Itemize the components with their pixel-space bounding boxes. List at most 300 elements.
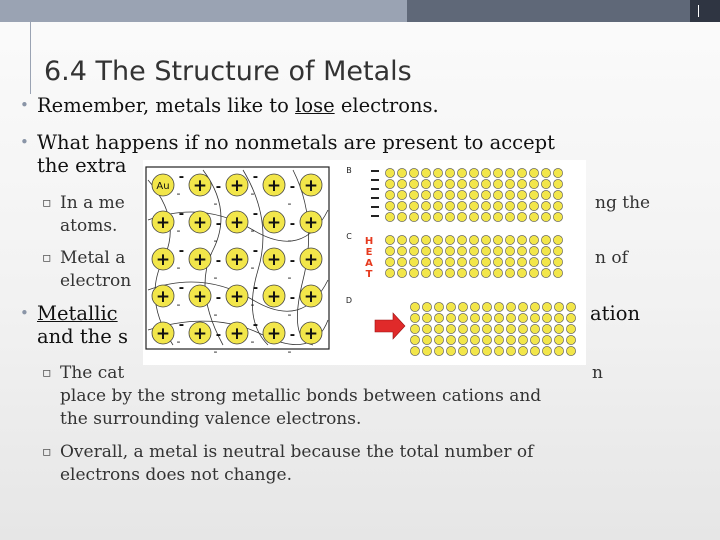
atom-dot <box>553 212 562 221</box>
atom-dot <box>529 235 538 244</box>
atom-dot <box>542 302 551 311</box>
atom-dot <box>541 257 550 266</box>
atom-dot <box>409 235 418 244</box>
cation-charge-label: + <box>266 250 282 270</box>
atom-dot <box>541 268 550 277</box>
atom-dot <box>505 268 514 277</box>
atom-dot <box>410 302 419 311</box>
atom-dot <box>506 302 515 311</box>
atom-dot <box>553 235 562 244</box>
sub-bullet-line: Overall, a metal is neutral because the total number of <box>60 442 534 462</box>
atom-dot <box>421 268 430 277</box>
bullet-lose-electrons <box>20 94 439 117</box>
sub-bullet-line: The cat <box>60 363 125 383</box>
atom-dot <box>445 235 454 244</box>
atom-dot <box>505 201 514 210</box>
atom-dot <box>541 246 550 255</box>
atom-dot <box>421 257 430 266</box>
atom-dot <box>457 235 466 244</box>
electron-mark: - <box>252 244 259 259</box>
atom-dot <box>493 212 502 221</box>
atom-dot <box>409 179 418 188</box>
sub-bullet-line: In a me <box>60 193 125 213</box>
atom-dot <box>433 201 442 210</box>
atom-dot <box>541 212 550 221</box>
atom-dot <box>457 201 466 210</box>
atom-dot <box>445 168 454 177</box>
atom-dot <box>446 324 455 333</box>
atom-dot <box>433 168 442 177</box>
atom-dot <box>446 346 455 355</box>
atom-dot <box>493 168 502 177</box>
atom-dot <box>410 313 419 322</box>
sub-bullet-line: electron <box>60 271 132 291</box>
cation-charge-label: + <box>192 324 208 344</box>
sub-bullet-line: Metal a <box>60 248 126 268</box>
electron-mark: - <box>252 170 259 185</box>
electron-mark: - <box>178 170 185 185</box>
cation-charge-label: + <box>155 250 171 270</box>
atom-dot <box>541 190 550 199</box>
atom-dot <box>554 302 563 311</box>
electron-mark: - <box>287 308 292 321</box>
electron-mark: - <box>215 254 222 269</box>
atom-dot <box>470 335 479 344</box>
atom-dot <box>542 324 551 333</box>
atom-dot <box>410 335 419 344</box>
atom-dot <box>553 257 562 266</box>
dash-mark <box>371 188 379 190</box>
cation-charge-label: + <box>192 176 208 196</box>
cation-charge-label: + <box>192 213 208 233</box>
atom-dot <box>554 324 563 333</box>
atom-dot <box>470 346 479 355</box>
atom-dot <box>517 268 526 277</box>
atom-dot <box>506 346 515 355</box>
atom-dot <box>505 257 514 266</box>
panel-label-d: D <box>345 296 353 305</box>
electron-mark: - <box>213 308 218 321</box>
sub-bullet-marker-icon: ▫ <box>42 365 52 381</box>
electron-mark: - <box>252 281 259 296</box>
atom-dot <box>422 335 431 344</box>
bullet-underlined-word: lose <box>295 94 335 117</box>
electron-mark: - <box>250 335 255 348</box>
atom-dot <box>385 168 394 177</box>
atom-dot <box>458 324 467 333</box>
atom-dot <box>421 168 430 177</box>
atom-dot <box>397 179 406 188</box>
sub-bullet <box>42 192 125 238</box>
atom-dot <box>445 257 454 266</box>
atom-dot <box>457 268 466 277</box>
electron-mark: - <box>213 234 218 247</box>
atom-dot <box>469 268 478 277</box>
atom-dot <box>445 246 454 255</box>
atom-dot <box>434 313 443 322</box>
atom-dot <box>505 168 514 177</box>
atom-dot <box>457 257 466 266</box>
electron-mark: - <box>178 281 185 296</box>
atom-dot <box>530 346 539 355</box>
atom-dot <box>469 212 478 221</box>
atom-dot <box>553 268 562 277</box>
sub-bullet-right-fragment: n of <box>595 248 628 268</box>
atom-dot <box>553 168 562 177</box>
atom-dot <box>566 346 575 355</box>
atom-dot <box>421 201 430 210</box>
atom-dot <box>530 302 539 311</box>
atom-dot <box>434 324 443 333</box>
metal-lattice-diagram <box>143 160 586 365</box>
electron-mark: - <box>287 271 292 284</box>
cation-charge-label: + <box>266 213 282 233</box>
electron-mark: - <box>287 234 292 247</box>
atom-dot <box>457 179 466 188</box>
lattice-symbol-label: Au <box>156 181 170 192</box>
atom-dot <box>505 179 514 188</box>
atom-dot <box>409 246 418 255</box>
atom-dot <box>517 235 526 244</box>
electron-mark: - <box>287 345 292 358</box>
sub-bullet <box>42 441 534 487</box>
atom-dot <box>445 190 454 199</box>
cation-charge-label: + <box>266 287 282 307</box>
atom-dot <box>529 246 538 255</box>
electron-mark: - <box>176 224 181 237</box>
cation-charge-label: + <box>229 213 245 233</box>
electron-mark: - <box>287 197 292 210</box>
atom-dot <box>470 324 479 333</box>
atom-dot <box>457 190 466 199</box>
bullet-line: What happens if no nonmetals are present to accept <box>37 131 555 154</box>
atom-dot <box>505 235 514 244</box>
atom-dot <box>385 190 394 199</box>
atom-dot <box>421 246 430 255</box>
atom-dot <box>529 168 538 177</box>
sub-bullet-line: place by the strong metallic bonds between cations and <box>60 386 542 406</box>
sub-bullet-marker-icon: ▫ <box>42 444 52 460</box>
atom-dot <box>517 168 526 177</box>
cation-charge-label: + <box>266 176 282 196</box>
atom-dot <box>409 168 418 177</box>
atom-dot <box>397 257 406 266</box>
title-accent-rule <box>30 22 31 94</box>
atom-dot <box>529 201 538 210</box>
atom-dot <box>493 190 502 199</box>
atom-dot <box>493 201 502 210</box>
atom-dot <box>397 246 406 255</box>
bullet-underlined-term: Metallic <box>37 302 118 325</box>
atom-dot <box>482 335 491 344</box>
sub-bullet-right-fragment: n <box>592 363 603 383</box>
atom-dot <box>505 246 514 255</box>
heat-letter: H <box>364 236 374 247</box>
atom-dot <box>517 212 526 221</box>
atom-dot <box>518 335 527 344</box>
atom-dot <box>481 235 490 244</box>
atom-dot <box>421 235 430 244</box>
atom-dot <box>517 190 526 199</box>
sub-bullet-right-fragment: ng the <box>595 193 651 213</box>
atom-dot <box>518 346 527 355</box>
atom-dot <box>493 179 502 188</box>
electron-mark: - <box>176 335 181 348</box>
electron-mark: - <box>289 180 296 195</box>
atom-dot <box>518 313 527 322</box>
dash-mark <box>371 197 379 199</box>
atom-dot <box>541 201 550 210</box>
atom-dot <box>517 201 526 210</box>
atom-dot <box>458 346 467 355</box>
cation-charge-label: + <box>303 176 319 196</box>
atom-dot <box>410 346 419 355</box>
atom-dot <box>385 201 394 210</box>
electron-mark: - <box>289 328 296 343</box>
atom-dot <box>385 268 394 277</box>
electron-mark: - <box>252 207 259 222</box>
atom-dot <box>397 235 406 244</box>
bar-tick <box>698 5 699 17</box>
atom-dot <box>469 257 478 266</box>
atom-dot <box>517 179 526 188</box>
atom-dot <box>445 268 454 277</box>
atom-dot <box>518 324 527 333</box>
atom-dot <box>434 335 443 344</box>
atom-dot <box>397 190 406 199</box>
atom-dot <box>529 212 538 221</box>
atom-dot <box>397 212 406 221</box>
atom-dot <box>469 168 478 177</box>
cation-charge-label: + <box>266 324 282 344</box>
electron-mark: - <box>178 244 185 259</box>
atom-dot <box>529 268 538 277</box>
cation-charge-label: + <box>192 287 208 307</box>
electron-mark: - <box>178 207 185 222</box>
electron-mark: - <box>215 217 222 232</box>
atom-dot <box>397 268 406 277</box>
bullet-line: and the s <box>37 325 129 348</box>
atom-dot <box>506 335 515 344</box>
atom-dot <box>482 324 491 333</box>
atom-dot <box>409 190 418 199</box>
cation-charge-label: + <box>303 250 319 270</box>
atom-dot <box>553 246 562 255</box>
atom-dot <box>482 313 491 322</box>
atom-dot <box>433 246 442 255</box>
atom-dot <box>385 235 394 244</box>
atom-dot <box>554 313 563 322</box>
atom-dot <box>469 179 478 188</box>
dash-mark <box>371 170 379 172</box>
atom-dot <box>566 335 575 344</box>
electron-mark: - <box>213 197 218 210</box>
atom-dot <box>554 335 563 344</box>
atom-dot <box>530 324 539 333</box>
electron-mark: - <box>176 187 181 200</box>
atom-dot <box>517 257 526 266</box>
header-bar-darkest <box>690 0 720 22</box>
atom-dot <box>481 212 490 221</box>
electron-mark: - <box>176 261 181 274</box>
header-bar-light <box>0 0 407 22</box>
sub-bullet-line: the surrounding valence electrons. <box>60 409 362 429</box>
atom-dot <box>553 179 562 188</box>
electron-mark: - <box>250 261 255 274</box>
atom-dot <box>505 212 514 221</box>
atom-dot <box>506 324 515 333</box>
atom-dot <box>494 313 503 322</box>
atom-dot <box>409 212 418 221</box>
electron-mark: - <box>215 180 222 195</box>
slide-title: 6.4 The Structure of Metals <box>44 56 412 87</box>
atom-dot <box>433 179 442 188</box>
atom-dot <box>385 257 394 266</box>
cation-charge-label: + <box>229 250 245 270</box>
bullet-dot-icon: • <box>20 304 29 322</box>
atom-dot <box>434 346 443 355</box>
sub-bullet <box>42 362 542 431</box>
cation-charge-label: + <box>303 324 319 344</box>
atom-dot <box>529 179 538 188</box>
atom-dot <box>385 246 394 255</box>
atom-dot <box>433 268 442 277</box>
atom-dot <box>469 246 478 255</box>
atom-dot <box>481 201 490 210</box>
bullet-right-fragment: ation <box>590 302 640 325</box>
cation-charge-label: + <box>155 213 171 233</box>
atom-dot <box>493 268 502 277</box>
atom-dot <box>446 302 455 311</box>
atom-dot <box>458 335 467 344</box>
atom-dot <box>434 302 443 311</box>
atom-dot <box>470 313 479 322</box>
atom-dot <box>518 302 527 311</box>
atom-dot <box>494 335 503 344</box>
cation-charge-label: + <box>303 287 319 307</box>
atom-dot <box>433 190 442 199</box>
atom-dot <box>469 201 478 210</box>
cation-charge-label: + <box>229 176 245 196</box>
electron-mark: - <box>252 318 259 333</box>
cation-charge-label: + <box>155 287 171 307</box>
atom-dot <box>409 201 418 210</box>
electron-mark: - <box>289 291 296 306</box>
panel-label-b: B <box>346 166 352 175</box>
electron-mark: - <box>289 217 296 232</box>
electron-mark: - <box>250 224 255 237</box>
heat-letter: E <box>365 247 373 258</box>
atom-dot <box>409 257 418 266</box>
atom-dot <box>482 302 491 311</box>
atom-dot <box>529 257 538 266</box>
atom-dot <box>397 168 406 177</box>
atom-dot <box>517 246 526 255</box>
dash-mark <box>371 179 379 181</box>
atom-dot <box>553 201 562 210</box>
sub-bullet-marker-icon: ▫ <box>42 250 52 266</box>
atom-dot <box>481 168 490 177</box>
cation-lattice <box>146 167 329 358</box>
atom-dot <box>422 346 431 355</box>
atom-dot <box>494 346 503 355</box>
atom-dot <box>481 268 490 277</box>
atom-dot <box>493 246 502 255</box>
atom-dot <box>542 346 551 355</box>
atom-dot <box>445 179 454 188</box>
atom-dot <box>422 302 431 311</box>
sub-bullet-line: atoms. <box>60 216 118 236</box>
dash-mark <box>371 215 379 217</box>
atom-dot <box>481 257 490 266</box>
sub-bullet-line: electrons does not change. <box>60 465 292 485</box>
bullet-text: Remember, metals like to <box>37 94 296 117</box>
atom-dot <box>505 190 514 199</box>
atom-dot <box>397 201 406 210</box>
atom-dot <box>541 168 550 177</box>
atom-dot <box>409 268 418 277</box>
atom-dot <box>566 313 575 322</box>
atom-dot <box>493 235 502 244</box>
atom-dot <box>541 235 550 244</box>
panel-label-c: C <box>346 232 352 241</box>
atom-dot <box>470 302 479 311</box>
cation-charge-label: + <box>303 213 319 233</box>
electron-mark: - <box>213 345 218 358</box>
sub-bullet-marker-icon: ▫ <box>42 195 52 211</box>
cation-charge-label: + <box>192 250 208 270</box>
atom-dot <box>433 257 442 266</box>
cation-charge-label: + <box>155 324 171 344</box>
atom-dot <box>541 179 550 188</box>
heat-letter: T <box>365 269 373 280</box>
atom-dot <box>433 212 442 221</box>
bullet-line: the extra <box>37 154 127 177</box>
atom-dot <box>421 190 430 199</box>
electron-mark: - <box>215 291 222 306</box>
atom-dot <box>530 313 539 322</box>
atom-dot <box>458 302 467 311</box>
atom-dot <box>554 346 563 355</box>
atom-dot <box>385 179 394 188</box>
atom-dot <box>421 212 430 221</box>
header-bar-dark <box>407 0 690 22</box>
electron-mark: - <box>215 328 222 343</box>
atom-dot <box>385 212 394 221</box>
atom-dot <box>566 324 575 333</box>
atom-dot <box>446 313 455 322</box>
electron-mark: - <box>250 187 255 200</box>
atom-dot <box>457 246 466 255</box>
dash-mark <box>371 206 379 208</box>
atom-dot <box>530 335 539 344</box>
electron-mark: - <box>289 254 296 269</box>
atom-dot <box>481 179 490 188</box>
atom-dot <box>421 179 430 188</box>
atom-dot <box>410 324 419 333</box>
atom-dot <box>482 346 491 355</box>
atom-dot <box>481 190 490 199</box>
atom-dot <box>422 324 431 333</box>
electron-mark: - <box>176 298 181 311</box>
atom-dot <box>445 201 454 210</box>
bullet-dot-icon: • <box>20 96 29 114</box>
bullet-metallic <box>20 302 129 348</box>
atom-dot <box>553 190 562 199</box>
electron-mark: - <box>213 271 218 284</box>
cation-charge-label: + <box>229 324 245 344</box>
heat-letter: A <box>365 258 373 269</box>
